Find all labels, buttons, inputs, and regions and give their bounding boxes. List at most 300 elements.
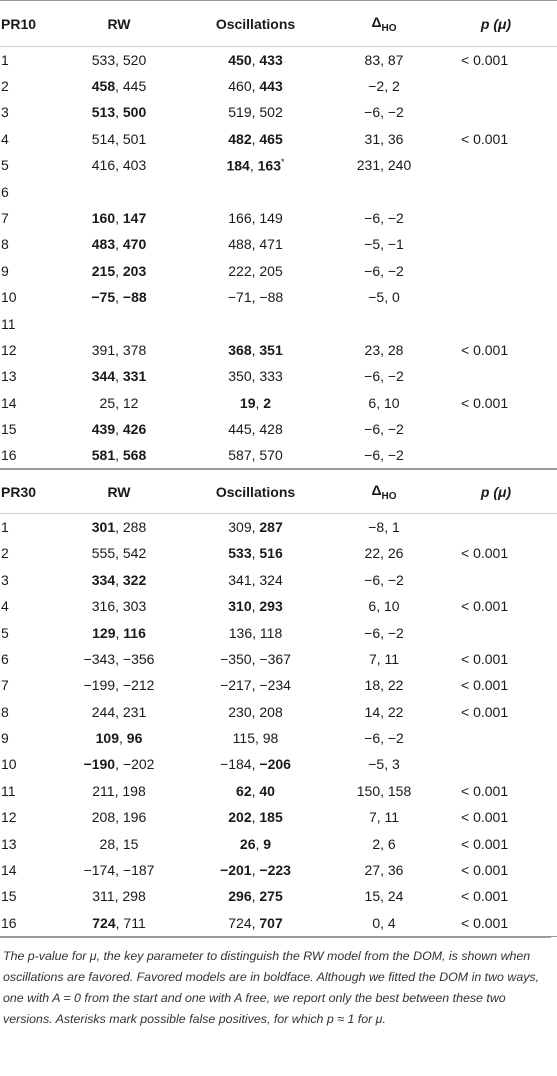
table-row — [0, 672, 557, 698]
rw-cell: 391, 378 — [91, 341, 147, 358]
oscillations-header: Oscillations — [215, 483, 296, 500]
value: 15 — [122, 835, 139, 852]
oscillations-cell: 460, 443 — [228, 78, 283, 95]
value: −190 — [83, 756, 116, 773]
oscillations-cell: 488, 471 — [228, 236, 283, 253]
value: 118 — [259, 624, 283, 641]
value: −223 — [259, 862, 291, 879]
row-id: 11 — [1, 315, 16, 332]
rw-cell: 533, 520 — [91, 51, 147, 68]
oscillations-cell: 309, 287 — [228, 519, 283, 536]
table-row — [0, 514, 557, 540]
value: 433 — [259, 51, 283, 68]
p-value-cell: < 0.001 — [461, 677, 509, 694]
table-row — [0, 310, 557, 336]
delta-ho-cell: 6, 10 — [368, 598, 400, 615]
value: 587 — [228, 447, 252, 464]
row-id: 9 — [1, 730, 9, 747]
table-row — [0, 778, 557, 804]
value: −184 — [220, 756, 252, 773]
oscillations-cell: 230, 208 — [228, 703, 283, 720]
value: 439 — [91, 421, 116, 438]
value: 163 — [257, 157, 281, 174]
value: 458 — [91, 78, 116, 95]
table-row — [0, 231, 557, 257]
table-row — [0, 47, 557, 73]
p-value-cell — [435, 99, 557, 125]
value: 443 — [259, 78, 283, 95]
p-value-cell — [435, 567, 557, 593]
row-id: 2 — [1, 78, 9, 95]
pr10-label: PR10 — [1, 15, 37, 32]
row-id: 10 — [1, 756, 17, 773]
oscillations-cell: 184, 163* — [226, 156, 285, 174]
row-id: 8 — [1, 236, 9, 253]
value: 2 — [263, 394, 272, 411]
asterisk-marker: * — [280, 156, 285, 167]
value: 482 — [228, 130, 252, 147]
delta-ho-cell: −6, −2 — [364, 262, 404, 279]
table-row — [0, 363, 557, 389]
value: 215 — [91, 262, 116, 279]
value: 149 — [259, 210, 283, 227]
oscillations-cell: 482, 465 — [228, 130, 283, 147]
value: 230 — [228, 703, 252, 720]
rw-cell: 211, 198 — [92, 782, 146, 799]
delta-ho-cell: 0, 4 — [372, 914, 396, 931]
rw-cell: 483, 470 — [91, 236, 147, 253]
value: −212 — [122, 677, 155, 694]
value: −356 — [122, 650, 155, 667]
value: −201 — [220, 862, 252, 879]
value: 25 — [99, 394, 116, 411]
table-row — [0, 593, 557, 619]
rw-cell: −343, −356 — [83, 650, 155, 667]
p-value-cell: < 0.001 — [461, 809, 509, 826]
row-id: 14 — [1, 862, 17, 879]
value: 416 — [91, 157, 116, 174]
value: 311 — [92, 888, 115, 905]
delta-ho-cell: 2, 6 — [372, 835, 396, 852]
row-id: 16 — [1, 447, 17, 464]
value: −88 — [259, 289, 284, 306]
table-row — [0, 751, 557, 777]
value: 445 — [122, 78, 147, 95]
p-mu-header: p (μ) — [480, 483, 512, 500]
oscillations-cell: 724, 707 — [228, 914, 283, 931]
delta-ho-header: $\Delta_{HO}$ — [371, 13, 397, 34]
table-row — [0, 178, 557, 204]
value: −217 — [220, 677, 252, 694]
row-id: 16 — [1, 914, 17, 931]
rw-cell: 513, 500 — [91, 104, 147, 121]
pr10-header-row — [0, 1, 557, 47]
value: 208 — [91, 809, 116, 826]
rw-cell: 208, 196 — [91, 809, 147, 826]
value: −187 — [122, 862, 155, 879]
row-id: 12 — [1, 809, 17, 826]
value: 310 — [228, 598, 252, 615]
value: 445 — [228, 421, 252, 438]
oscillations-cell: 136, 118 — [228, 624, 283, 641]
value: 514 — [91, 130, 116, 147]
delta-ho-cell: 7, 11 — [368, 650, 400, 667]
oscillations-cell: −184, −206 — [220, 756, 291, 773]
value: 203 — [122, 262, 147, 279]
oscillations-cell — [178, 178, 333, 204]
value: −206 — [259, 756, 291, 773]
rw-cell: 514, 501 — [91, 130, 147, 147]
p-value-cell — [435, 258, 557, 284]
value: 62 — [236, 782, 252, 799]
value: 350 — [228, 368, 252, 385]
value: 351 — [259, 341, 283, 358]
value: 115 — [232, 730, 255, 747]
row-id: 9 — [1, 262, 9, 279]
table-row — [0, 152, 557, 178]
value: 96 — [126, 730, 143, 747]
table-row — [0, 205, 557, 231]
value: 470 — [122, 236, 147, 253]
delta-ho-cell: −6, −2 — [364, 210, 404, 227]
delta-ho-cell: 22, 26 — [364, 545, 404, 562]
value: 202 — [228, 809, 252, 826]
pr30-label: PR30 — [1, 483, 37, 500]
delta-ho-cell: 18, 22 — [364, 677, 404, 694]
row-id: 14 — [1, 394, 17, 411]
table-row — [0, 442, 557, 468]
value: 460 — [228, 78, 252, 95]
value: 465 — [259, 130, 283, 147]
oscillations-cell: 296, 275 — [228, 888, 283, 905]
value: 533 — [91, 51, 116, 68]
row-id: 7 — [1, 677, 9, 694]
value: 28 — [99, 835, 116, 852]
rw-cell: 555, 542 — [91, 545, 147, 562]
delta-ho-cell: 7, 11 — [368, 809, 400, 826]
p-value-cell: < 0.001 — [461, 51, 509, 68]
delta-ho-cell: −6, −2 — [364, 624, 404, 641]
table-row — [0, 337, 557, 363]
value: 211 — [92, 782, 115, 799]
value: 303 — [122, 598, 147, 615]
value: 98 — [262, 730, 279, 747]
value: 185 — [259, 809, 283, 826]
table-row — [0, 126, 557, 152]
oscillations-cell — [178, 310, 333, 336]
value: 287 — [259, 519, 283, 536]
oscillations-cell: 587, 570 — [228, 447, 283, 464]
row-id: 6 — [1, 650, 9, 667]
table-row — [0, 99, 557, 125]
value: 12 — [122, 394, 139, 411]
row-id: 4 — [1, 598, 9, 615]
rw-cell: −199, −212 — [83, 677, 155, 694]
value: 581 — [91, 447, 116, 464]
p-value-cell — [435, 363, 557, 389]
p-value-cell — [435, 725, 557, 751]
value: −350 — [220, 650, 252, 667]
delta-ho-cell — [333, 310, 435, 336]
value: −199 — [83, 677, 116, 694]
rw-cell: 160, 147 — [91, 210, 147, 227]
rw-cell: 334, 322 — [91, 571, 147, 588]
value: 724 — [92, 914, 116, 931]
delta-ho-cell — [333, 178, 435, 204]
delta-ho-cell: 231, 240 — [356, 157, 412, 174]
delta-ho-cell: −6, −2 — [364, 368, 404, 385]
delta-ho-cell: 150, 158 — [356, 782, 412, 799]
value: 483 — [91, 236, 116, 253]
oscillations-cell: −217, −234 — [220, 677, 291, 694]
p-value-cell — [435, 284, 557, 310]
delta-ho-cell: −2, 2 — [368, 78, 400, 95]
table-row — [0, 619, 557, 645]
rw-cell: −174, −187 — [83, 862, 155, 879]
oscillations-cell: 222, 205 — [228, 262, 283, 279]
row-id: 13 — [1, 368, 17, 385]
row-id: 5 — [1, 624, 9, 641]
oscillations-cell: −71, −88 — [227, 289, 284, 306]
rw-cell: 301, 288 — [91, 519, 147, 536]
delta-ho-cell: −6, −2 — [364, 421, 404, 438]
p-value-cell: < 0.001 — [461, 862, 509, 879]
rw-cell: 724, 711 — [92, 914, 146, 931]
rw-cell: 109, 96 — [95, 730, 143, 747]
p-value-cell: < 0.001 — [461, 341, 509, 358]
delta-ho-cell: −8, 1 — [368, 519, 400, 536]
value: 296 — [228, 888, 252, 905]
p-value-cell — [435, 231, 557, 257]
pr30-body — [0, 514, 557, 936]
value: 533 — [228, 545, 252, 562]
table-row — [0, 73, 557, 99]
value: 724 — [228, 914, 252, 931]
rw-cell: 439, 426 — [91, 421, 147, 438]
value: 184 — [226, 157, 250, 174]
value: 516 — [259, 545, 283, 562]
value: 198 — [122, 782, 146, 799]
value: 341 — [228, 571, 252, 588]
row-id: 15 — [1, 888, 17, 905]
rw-cell: 316, 303 — [91, 598, 147, 615]
delta-ho-cell: 83, 87 — [364, 51, 404, 68]
p-value-cell: < 0.001 — [461, 888, 509, 905]
p-value-cell — [435, 442, 557, 468]
value: 309 — [228, 519, 252, 536]
value: 316 — [91, 598, 116, 615]
table-row — [0, 857, 557, 883]
value: 322 — [122, 571, 147, 588]
value: 488 — [228, 236, 252, 253]
p-value-cell — [435, 152, 557, 178]
value: 519 — [228, 104, 252, 121]
rw-cell — [60, 310, 178, 336]
delta-ho-cell: 14, 22 — [364, 703, 404, 720]
value: 378 — [122, 341, 147, 358]
delta-ho-cell: −6, −2 — [364, 447, 404, 464]
table-row — [0, 725, 557, 751]
row-id: 5 — [1, 157, 9, 174]
pr10-table — [0, 0, 557, 469]
row-id: 13 — [1, 835, 17, 852]
oscillations-cell: 26, 9 — [239, 835, 272, 852]
value: 301 — [91, 519, 116, 536]
value: 19 — [239, 394, 256, 411]
table-row — [0, 646, 557, 672]
value: 244 — [91, 703, 116, 720]
table-row — [0, 698, 557, 724]
rw-cell: 458, 445 — [91, 78, 147, 95]
value: 231 — [122, 703, 147, 720]
rw-cell: 215, 203 — [91, 262, 147, 279]
p-value-cell — [435, 205, 557, 231]
p-value-cell: < 0.001 — [461, 835, 509, 852]
value: −367 — [259, 650, 291, 667]
rw-header: RW — [107, 15, 131, 32]
p-value-cell: < 0.001 — [461, 914, 509, 931]
oscillations-cell: 202, 185 — [228, 809, 283, 826]
value: −71 — [227, 289, 252, 306]
value: 391 — [91, 341, 116, 358]
delta-ho-cell: −6, −2 — [364, 730, 404, 747]
value: 116 — [123, 624, 146, 641]
value: 222 — [228, 262, 252, 279]
rw-cell: 28, 15 — [99, 835, 139, 852]
value: 520 — [122, 51, 147, 68]
value: 333 — [259, 368, 283, 385]
table-row — [0, 258, 557, 284]
value: 40 — [259, 782, 275, 799]
delta-ho-cell: 6, 10 — [368, 394, 400, 411]
oscillations-cell: −201, −223 — [220, 862, 291, 879]
p-value-cell: < 0.001 — [461, 545, 509, 562]
value: −202 — [122, 756, 155, 773]
delta-ho-header: $\Delta_{HO}$ — [371, 481, 397, 502]
p-value-cell — [435, 73, 557, 99]
table-row — [0, 416, 557, 442]
row-id: 1 — [1, 51, 9, 68]
delta-ho-cell: −6, −2 — [364, 571, 404, 588]
value: 368 — [228, 341, 252, 358]
oscillations-cell: 450, 433 — [228, 51, 283, 68]
table-row — [0, 567, 557, 593]
value: −234 — [259, 677, 291, 694]
value: 344 — [91, 368, 116, 385]
oscillations-cell: 533, 516 — [228, 545, 283, 562]
p-value-cell: < 0.001 — [461, 650, 509, 667]
value: −174 — [83, 862, 116, 879]
oscillations-cell: 19, 2 — [239, 394, 272, 411]
row-id: 10 — [1, 289, 17, 306]
row-id: 15 — [1, 421, 17, 438]
value: 136 — [228, 624, 253, 641]
delta-ho-cell: 31, 36 — [364, 130, 404, 147]
delta-ho-cell: −5, 3 — [368, 756, 400, 773]
value: 555 — [91, 545, 116, 562]
row-id: 11 — [1, 782, 16, 799]
pr30-header-row — [0, 470, 557, 514]
row-id: 1 — [1, 519, 9, 536]
delta-ho-cell: 27, 36 — [364, 862, 404, 879]
p-value-cell — [435, 310, 557, 336]
value: 196 — [122, 809, 147, 826]
value: 707 — [259, 914, 283, 931]
value: −343 — [83, 650, 116, 667]
row-id: 2 — [1, 545, 9, 562]
p-value-cell — [435, 416, 557, 442]
value: −75 — [91, 289, 116, 306]
delta-ho-cell: 15, 24 — [364, 888, 404, 905]
p-value-cell: < 0.001 — [461, 394, 509, 411]
table-row — [0, 883, 557, 909]
oscillations-cell: 445, 428 — [228, 421, 283, 438]
delta-ho-cell: −6, −2 — [364, 104, 404, 121]
p-value-cell — [435, 178, 557, 204]
row-id: 8 — [1, 703, 9, 720]
oscillations-cell: 310, 293 — [228, 598, 283, 615]
table-row — [0, 284, 557, 310]
oscillations-cell: 62, 40 — [236, 782, 275, 799]
value: 298 — [122, 888, 146, 905]
p-value-cell — [435, 619, 557, 645]
value: 147 — [122, 210, 147, 227]
value: 501 — [122, 130, 147, 147]
value: 9 — [263, 835, 272, 852]
row-id: 12 — [1, 341, 17, 358]
table-row — [0, 804, 557, 830]
value: 471 — [259, 236, 283, 253]
value: 426 — [122, 421, 147, 438]
rw-cell: 129, 116 — [92, 624, 146, 641]
p-value-cell: < 0.001 — [461, 598, 509, 615]
value: 160 — [91, 210, 116, 227]
p-value-cell: < 0.001 — [461, 703, 509, 720]
row-id: 3 — [1, 104, 9, 121]
value: 502 — [259, 104, 283, 121]
value: 205 — [259, 262, 283, 279]
rw-cell: 244, 231 — [91, 703, 147, 720]
value: 500 — [122, 104, 147, 121]
rw-cell: −190, −202 — [83, 756, 155, 773]
p-value-cell: < 0.001 — [461, 130, 509, 147]
delta-ho-cell: 23, 28 — [364, 341, 404, 358]
rw-cell: 311, 298 — [92, 888, 146, 905]
value: 542 — [122, 545, 147, 562]
rw-header: RW — [107, 483, 131, 500]
value: 331 — [122, 368, 147, 385]
value: 208 — [259, 703, 283, 720]
value: 513 — [91, 104, 116, 121]
value: 570 — [259, 447, 283, 464]
row-id: 4 — [1, 130, 9, 147]
oscillations-cell: 166, 149 — [228, 210, 283, 227]
oscillations-cell: 368, 351 — [228, 341, 283, 358]
oscillations-cell: 350, 333 — [228, 368, 283, 385]
value: −88 — [122, 289, 147, 306]
rw-cell — [60, 178, 178, 204]
value: 26 — [239, 835, 256, 852]
value: 334 — [91, 571, 116, 588]
oscillations-cell: 341, 324 — [228, 571, 283, 588]
value: 166 — [228, 210, 252, 227]
value: 324 — [259, 571, 283, 588]
rw-cell: 581, 568 — [91, 447, 147, 464]
rw-cell: 25, 12 — [99, 394, 139, 411]
value: 293 — [259, 598, 283, 615]
pr10-body — [0, 47, 557, 469]
oscillations-cell: 115, 98 — [232, 730, 279, 747]
